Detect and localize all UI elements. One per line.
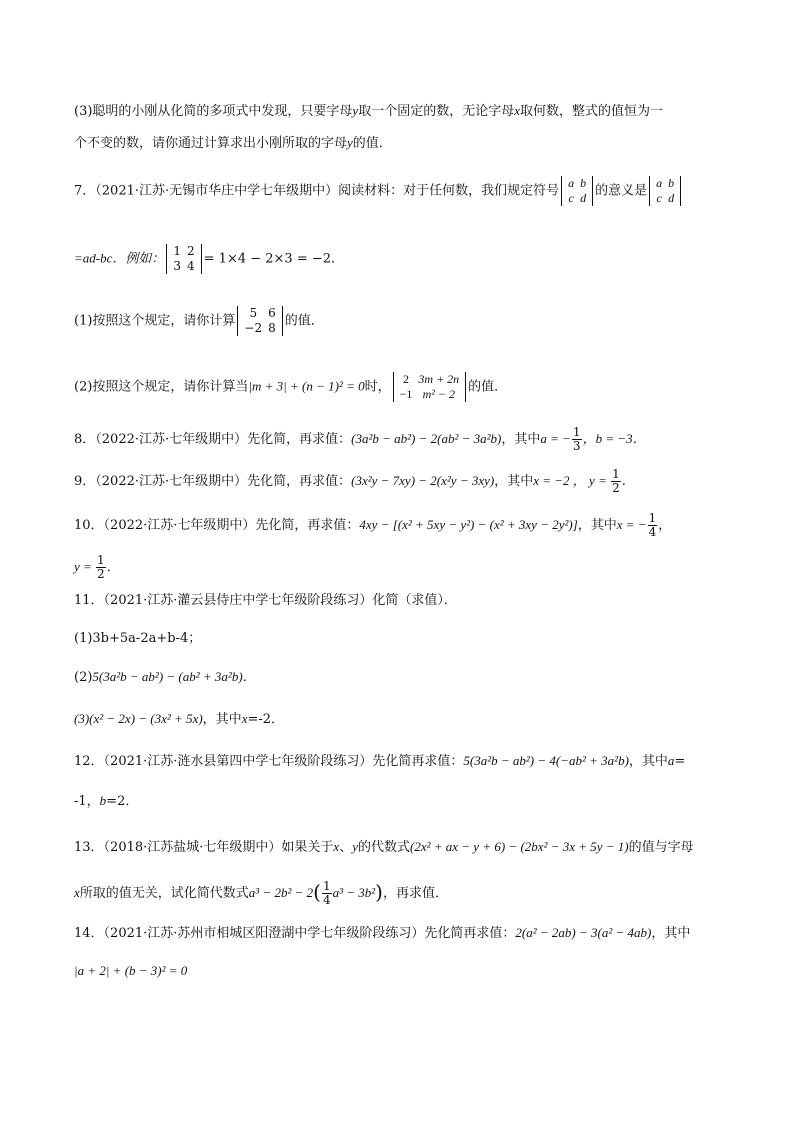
text: ，其中	[494, 474, 534, 489]
text: 时，	[364, 379, 391, 395]
condition: |a + 2| + (b − 3)² = 0	[74, 963, 188, 978]
text: (1)3b+5a-2a+b-4；	[74, 631, 202, 646]
fraction: $\frac{1}{4}$	[322, 879, 331, 907]
question-9: 9．（2022·江苏·七年级期中）先化简，再求值：(3x²y − 7xy) − 2(x²y − 3xy)，其中x = −2 ， y = $\frac{1}{2}$ .	[74, 467, 626, 495]
expression: 5(3a²b − ab²) − 4(−ab² + 3a²b)	[463, 753, 629, 768]
text: 10．（2022·江苏·七年级期中）先化简，再求值：	[74, 518, 360, 533]
text: =	[674, 754, 686, 769]
question-14-line-2	[74, 962, 187, 981]
definition-text: =ad-bc．例如：	[74, 250, 165, 266]
determinant-1: 5 6 −2 8	[237, 306, 282, 336]
text: =2．	[106, 794, 139, 809]
determinant-symbol: a b c d	[561, 176, 593, 206]
var-b: b	[99, 793, 107, 808]
text: ，其中	[577, 518, 617, 533]
text: (3)聪明的小刚从化简的多项式中发现，只要字母	[74, 104, 353, 119]
text: 取一个固定的数，无论字母	[358, 104, 515, 119]
values: x = −2 ， y =	[533, 473, 611, 488]
text: ，其中	[651, 926, 691, 941]
question-11-part-3	[74, 710, 284, 729]
expression: 4xy − [(x² + 5xy − y²) − (x² + 3xy − 2y²)]	[359, 517, 578, 532]
question-7-part-2	[74, 372, 507, 402]
fraction: $\frac{1}{4}$	[648, 511, 657, 539]
question-7-part-1	[74, 306, 324, 336]
determinant-2: 2 3m + 2n −1 m² − 2	[393, 372, 467, 402]
text: 12．（2021·江苏·涟水县第四中学七年级阶段练习）先化简再求值：	[74, 754, 464, 769]
question-13-line-2: x所取的值无关，试化简代数式a³ − 2b² − 2( $\frac{1}{4}$ a³ − 3b²)，再求值．	[74, 879, 448, 907]
text: 11．（2021·江苏·灌云县侍庄中学七年级阶段练习）化简（求值）．	[74, 593, 457, 608]
expression: (3x²y − 7xy) − 2(x²y − 3xy)	[351, 473, 495, 488]
question-13-line-1	[74, 838, 694, 857]
expression: 5(3a²b − ab²) − (ab² + 3a²b)．	[92, 669, 256, 684]
expression: (2x² + ax − y + 6) − (2bx² − 3x + 5y − 1)	[410, 839, 629, 854]
text: 14．（2021·江苏·苏州市相城区阳澄湖中学七年级阶段练习）先化简再求值：	[74, 926, 516, 941]
question-6-part-3-line-1	[74, 102, 663, 121]
example-result: = 1×4 − 2×3 = −2．	[203, 251, 345, 267]
question-10-line-1: 10．（2022·江苏·七年级期中）先化简，再求值：4xy − [(x² + 5xy − y²) − (x² + 3xy − 2y²)]，其中x = − $\frac{1}{4}$ ，	[74, 511, 672, 539]
question-12-line-2	[74, 792, 138, 811]
fraction: $\frac{1}{3}$	[572, 425, 581, 453]
fraction: $\frac{1}{2}$	[97, 553, 105, 581]
var-x: x	[333, 839, 340, 854]
text: 的代数式	[357, 840, 410, 855]
text: 、	[339, 840, 353, 855]
value-a: a = −	[540, 431, 571, 446]
question-7-line-2	[74, 244, 344, 274]
var-x: x	[514, 103, 520, 118]
var-x: x	[241, 711, 248, 726]
text: (1)按照这个规定，请你计算	[74, 313, 236, 329]
question-14-line-1	[74, 924, 690, 943]
question-11-part-2	[74, 668, 256, 687]
text: ，其中	[202, 712, 242, 727]
question-6-part-3-line-2	[74, 134, 392, 153]
var-y: y	[352, 103, 359, 118]
fraction: $\frac{1}{2}$	[612, 467, 620, 495]
var-y: y	[352, 839, 358, 854]
text: ，其中	[501, 432, 541, 447]
text: 个不变的数，请你通过计算求出小刚所取的字母	[74, 136, 348, 151]
text: ，其中	[628, 754, 668, 769]
expression-2: a³ − 3b²	[332, 885, 376, 900]
question-11	[74, 592, 457, 610]
question-10-line-2: y = $\frac{1}{2}$ ．	[74, 553, 120, 581]
var-x: x	[74, 885, 80, 900]
text: 的意义是	[595, 183, 648, 199]
text: 13．（2018·江苏盐城·七年级期中）如果关于	[74, 840, 334, 855]
text: 8．（2022·江苏·七年级期中）先化简，再求值：	[74, 432, 352, 447]
value-b: ，b = −3．	[582, 431, 646, 446]
expression: (3a²b − ab²) − 2(ab² − 3a²b)	[351, 431, 502, 446]
text: 的值．	[352, 136, 392, 151]
determinant-symbol-2: a b c d	[649, 176, 681, 206]
example-determinant: 1 2 3 4	[166, 244, 201, 274]
expression: a³ − 2b² − 2	[248, 885, 314, 900]
condition: |m + 3| + (n − 1)² = 0	[248, 378, 365, 394]
text: 的值．	[468, 379, 508, 395]
question-8	[74, 426, 646, 453]
value-x: x = −	[616, 517, 647, 532]
var-a: a	[667, 753, 675, 768]
expression: 2(a² − 2ab) − 3(a² − 4ab)	[515, 925, 652, 940]
text: 取何数，整式的值恒为一	[520, 104, 664, 119]
text: 所取的值无关，试化简代数式	[79, 886, 249, 901]
text: 7．（2021·江苏·无锡市华庄中学七年级期中）阅读材料：对于任何数，我们规定符号	[74, 183, 560, 199]
question-12-line-1	[74, 752, 685, 771]
var-y: y	[347, 135, 353, 150]
text: (2)	[74, 670, 93, 685]
value-y: y =	[74, 559, 96, 574]
text: (2)按照这个规定，请你计算当	[74, 379, 249, 395]
text: -1，	[74, 794, 100, 809]
question-11-part-1	[74, 630, 201, 648]
text: 的值．	[284, 313, 324, 329]
expression: (3)(x² − 2x) − (3x² + 5x)	[74, 711, 203, 726]
text: 的值与字母	[628, 840, 694, 855]
text: 9．（2022·江苏·七年级期中）先化简，再求值：	[74, 474, 352, 489]
text: ，再求值．	[382, 886, 448, 901]
text: =-2．	[247, 712, 285, 727]
question-7-line-1	[74, 176, 683, 206]
